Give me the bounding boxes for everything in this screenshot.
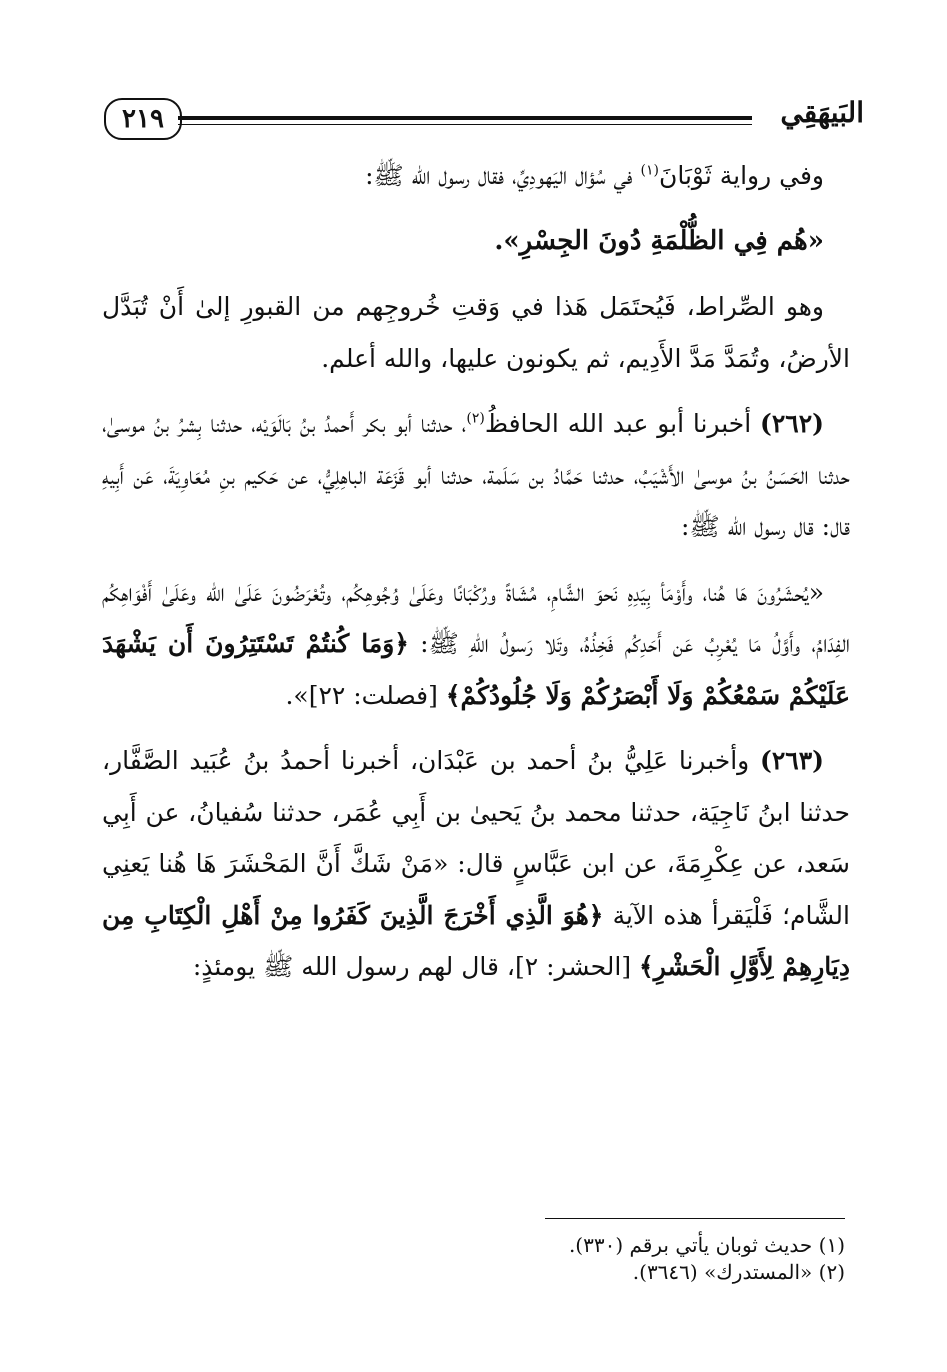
footnote-ref-1[interactable]: (١) [640, 162, 659, 179]
text-segment: في سُؤال اليَهودِيِّ، فقال رسول الله ﷺ: [365, 161, 641, 190]
hadith-quote: «هُم فِي الظُّلْمَةِ دُونَ الجِسْرِ». [494, 225, 824, 256]
footnote-divider [545, 1218, 845, 1219]
quran-verse: ﴿وَمَا كُنتُمْ تَسْتَتِرُونَ أَن يَشْهَدَ عَلَيْكُمْ سَمْعُكُمْ وَلَا أَبْصَرُكُمْ وَلَا جُلُودُكُمْ﴾ [102, 629, 850, 710]
hadith-262-matn [102, 567, 850, 722]
text-segment: أخبرنا أبو عبد الله الحافظُ [484, 409, 761, 438]
footnote-ref-2[interactable]: (٢) [466, 410, 485, 427]
header-rule-thin [178, 124, 752, 125]
hadith-263 [102, 735, 850, 993]
footnotes [245, 1232, 845, 1286]
hadith-262 [102, 398, 850, 553]
text-segment: «يُحشَرُونَ هَا هُنا، وأَوْمَأ بِيَدِهِ نَحوَ الشَّامِ، مُشَاةً ورُكْبَانًا وعَلَىٰ وُجُوهِكُم، وتُعْرَضُونَ عَلَىٰ الله وعَلَىٰ أَفْوَاهِكُم الفِدَامُ، وأَوَّلُ مَا يُعْرِبُ عَن أَحَدِكُم فَخِذُهُ، وتَلا رَسولُ اللهِ ﷺ: [102, 577, 850, 658]
hadith-number: (٢٦٢) [760, 409, 824, 438]
hadith-number: (٢٦٣) [760, 746, 824, 775]
text-segment: ، حدثنا أبو بكر أَحمدُ بنُ بَالَوَيْه، حدثنا بِشرُ بنُ موسىٰ، حدثنا الحَسَنُ بنُ موسىٰ الأَشْيَبُ، حدثنا حَمَّادُ بن سَلَمة، حدثنا أبو قَزَعَة الباهِلِيُّ، عن حَكيم بنِ مُعَاوِيَةَ، عَن أَبِيهِ قال: قال رسول الله ﷺ: [102, 409, 850, 541]
text-segment: [فصلت: ٢٢]». [285, 680, 446, 710]
text-segment: وفي رواية ثَوْبَانَ [658, 161, 824, 190]
text-segment: وأخبرنا عَلِيُّ بنُ أحمد بن عَبْدَان، أخبرنا أحمدُ بنُ عُبَيد الصَّفَّار، حدثنا ابنُ نَاجِيَة، حدثنا محمد بنُ يَحيىٰ بن أَبِي عُمَر، حدثنا سُفيانُ، عن أَبِي سَعد، عن عِكْرِمَةَ، عن ابن عَبَّاسٍ قال: «مَنْ شَكَّ أَنَّ المَحْشَرَ هَا هُنا يَعنِي الشَّام؛ فَلْيَقرأ هذه الآية [102, 746, 850, 930]
paragraph-explanation: وهو الصِّراط، فَيُحتَمَل هَذا في وَقتِ خُروجِهم من القبورِ إلىٰ أَنْ تُبَدَّل الأرضُ، وتُمَدَّ مَدَّ الأَدِيم، ثم يكونون عليها، والله أعلم. [102, 292, 850, 373]
header-rule [178, 116, 752, 120]
page-header [104, 96, 864, 144]
page-number: ٢١٩ [104, 98, 182, 140]
footnote-1: (١) حديث ثوبان يأتي برقم (٣٣٠). [568, 1233, 845, 1257]
paragraph-thawban [102, 150, 850, 202]
footnote-2: (٢) «المستدرك» (٣٦٤٦). [632, 1260, 845, 1284]
quran-verse: ﴿هُوَ الَّذِي أَخْرَجَ الَّذِينَ كَفَرُوا مِنْ أَهْلِ الْكِتَابِ مِن دِيَارِهِمْ لِأَوَّلِ الْحَشْرِ﴾ [102, 900, 850, 981]
running-title: البَيهَقِي [780, 96, 864, 129]
text-segment: [الحشر: ٢]، قال لهم رسول الله ﷺ يومئذٍ: [192, 952, 640, 981]
page-body [102, 150, 850, 1007]
